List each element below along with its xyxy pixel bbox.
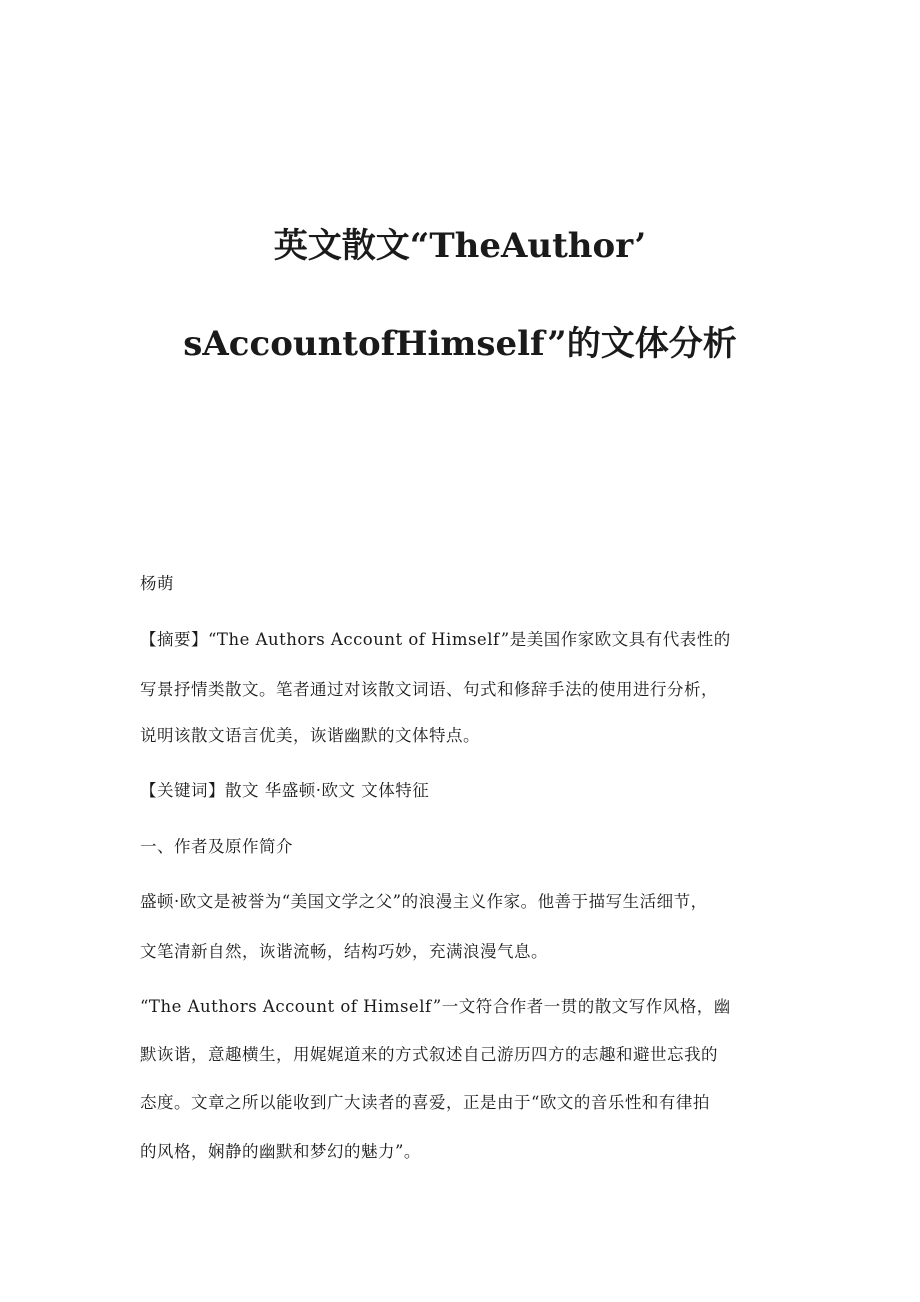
- title-line-2: sAccountofHimself”的文体分析: [183, 324, 737, 364]
- paragraph2-line-1: “The Authors Account of Himself”一文符合作者一贯的散文写作风格，幽: [140, 997, 731, 1016]
- keywords-line: 【关键词】散文 华盛顿·欧文 文体特征: [140, 781, 430, 800]
- title-line-1: 英文散文“TheAuthor’: [273, 226, 647, 266]
- paragraph2-line-2: 默诙谐，意趣横生，用娓娓道来的方式叙述自己游历四方的志趣和避世忘我的: [140, 1045, 718, 1064]
- paragraph1-line-2: 文笔清新自然，诙谐流畅，结构巧妙，充满浪漫气息。: [140, 942, 548, 961]
- paragraph2-line-4: 的风格，娴静的幽默和梦幻的魅力”。: [140, 1142, 421, 1161]
- author-name: 杨萌: [140, 574, 174, 593]
- paragraph1-line-1: 盛顿·欧文是被誉为“美国文学之父”的浪漫主义作家。他善于描写生活细节，: [140, 892, 708, 911]
- section-heading: 一、作者及原作简介: [140, 837, 293, 856]
- abstract-line-3: 说明该散文语言优美，诙谐幽默的文体特点。: [140, 726, 480, 745]
- paragraph2-line-3: 态度。文章之所以能收到广大读者的喜爱，正是由于“欧文的音乐性和有律拍: [140, 1093, 710, 1112]
- abstract-line-2: 写景抒情类散文。笔者通过对该散文词语、句式和修辞手法的使用进行分析，: [140, 680, 718, 699]
- abstract-line-1: 【摘要】“The Authors Account of Himself”是美国作家欧文具有代表性的: [140, 630, 731, 649]
